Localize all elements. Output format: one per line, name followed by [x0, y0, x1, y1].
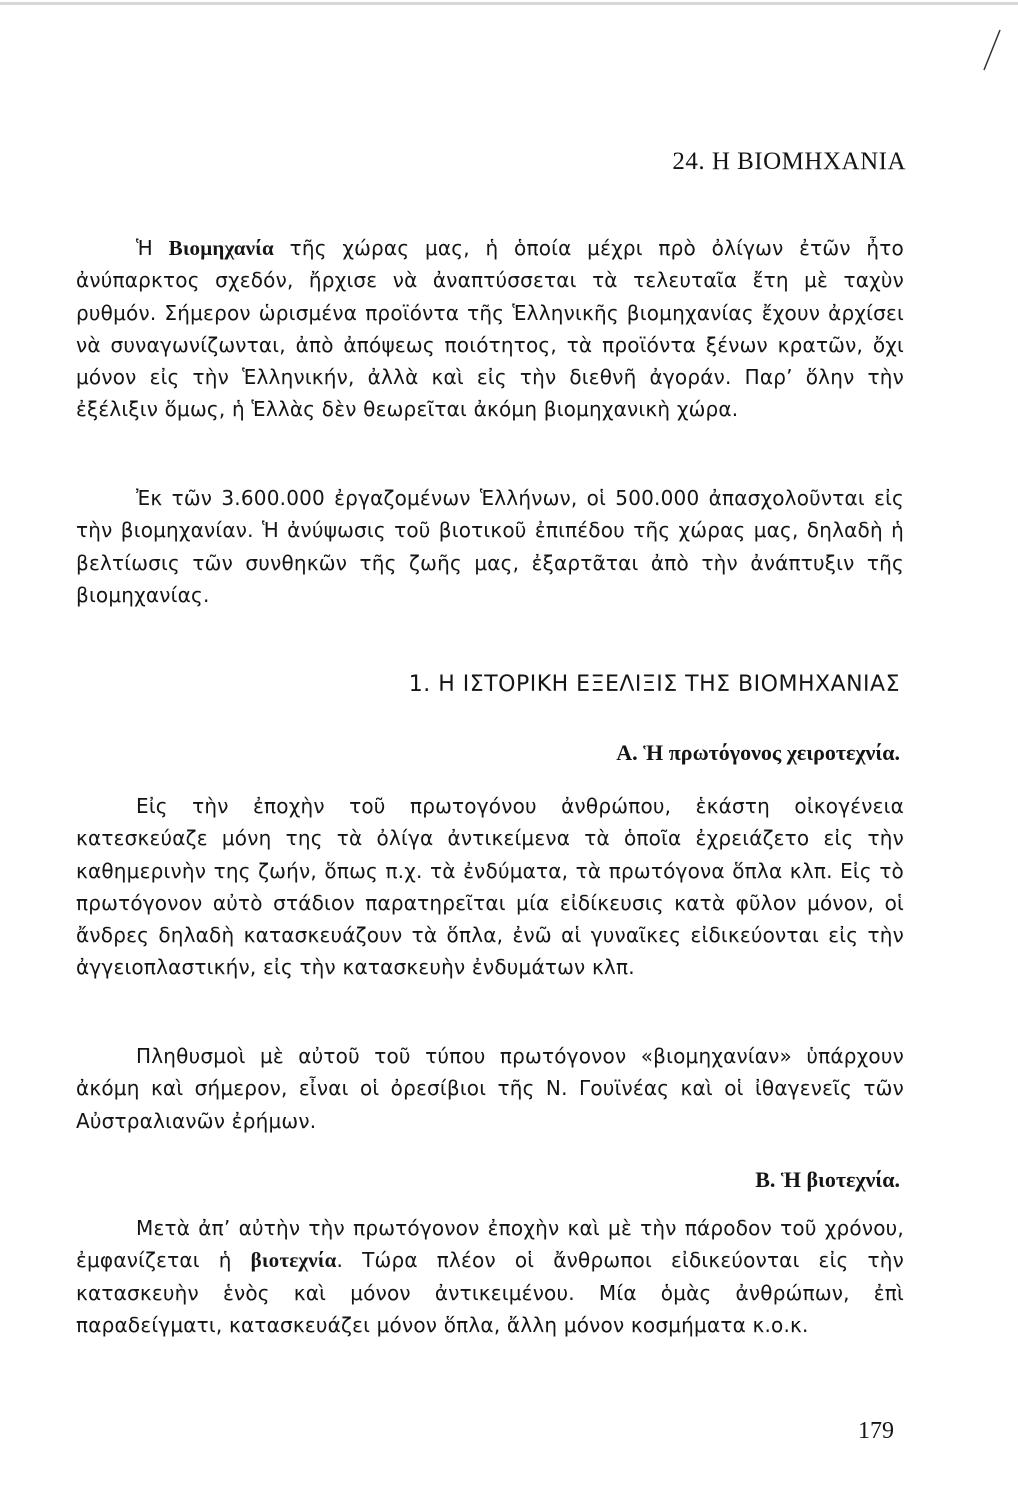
- intro-prefix: Ἡ: [136, 236, 169, 260]
- subsection-b-paragraph-1: [76, 1212, 904, 1341]
- pencil-mark-icon: [980, 28, 1004, 74]
- intro-paragraph-1: [76, 232, 904, 426]
- subsection-a-heading: Α. Ἡ πρωτόγονος χειροτεχνία.: [616, 740, 900, 765]
- page-number: 179: [858, 1418, 894, 1444]
- subsection-b-heading: Β. Ἡ βιοτεχνία.: [755, 1167, 900, 1192]
- subsection-a-paragraph-2: Πληθυσμοὶ μὲ αὐτοῦ τοῦ τύπου πρωτόγονον «βιομηχανίαν» ὑπάρχουν ἀκόμη καὶ σήμερον, εἶναι οἱ ὀρεσίβιοι τῆς Ν. Γουϊνέας καὶ οἱ ἰθαγενεῖς τῶν Αὐστραλιανῶν ἐρήμων.: [76, 1044, 904, 1133]
- subsection-b-text-start: Μετὰ ἀπ’ αὐτὴν τὴν πρωτόγονον ἐποχὴν καὶ μὲ τὴν πάροδον τοῦ χρόνου, ἐμφανίζεται ἡ: [76, 1216, 904, 1273]
- section-heading: 1. Η ΙΣΤΟΡΙΚΗ ΕΞΕΛΙΞΙΣ ΤΗΣ ΒΙΟΜΗΧΑΝΙΑΣ: [408, 672, 900, 697]
- intro-paragraph-1-text: τῆς χώρας μας, ἡ ὁποία μέχρι πρὸ ὀλίγων ἐτῶν ἦτο ἀνύπαρκτος σχεδόν, ἤρχισε νὰ ἀναπτύσσεται τὰ τελευταῖα ἔτη μὲ ταχὺν ρυθμόν. Σήμερον ὡρισμένα προϊόντα τῆς Ἑλληνικῆς βιομηχανίας ἔχουν ἀρχίσει νὰ συναγωνίζωνται, ἀπὸ ἀπόψεως ποιότητος, τὰ προϊόντα ξένων κρατῶν, ὄχι μόνον εἰς τὴν Ἑλληνικήν, ἀλλὰ καὶ εἰς τὴν διεθνῆ ἀγοράν. Παρ’ ὅλην τὴν ἐξέλιξιν ὅμως, ἡ Ἑλλὰς δὲν θεωρεῖται ἀκόμη βιομηχανικὴ χώρα.: [76, 236, 904, 422]
- page-top-edge: [0, 2, 1018, 5]
- subsection-a-paragraph-1: Εἰς τὴν ἐποχὴν τοῦ πρωτογόνου ἀνθρώπου, ἑκάστη οἰκογένεια κατεσκεύαζε μόνη της τὰ ὀλίγα ἀντικείμενα τὰ ὁποῖα ἐχρειάζετο εἰς τὴν καθημερινὴν της ζωήν, ὅπως π.χ. τὰ ἐνδύματα, τὰ πρωτόγονα ὅπλα κλπ. Εἰς τὸ πρωτόγονον αὐτὸ στάδιον παρατηρεῖται μία εἰδίκευσις κατὰ φῦλον μόνον, οἱ ἄνδρες δηλαδὴ κατασκευάζουν τὰ ὅπλα, ἐνῶ αἱ γυναῖκες εἰδικεύονται εἰς τὴν ἀγγειοπλαστικήν, εἰς τὴν κατασκευὴν ἐνδυμάτων κλπ.: [76, 794, 904, 980]
- chapter-title: 24. Η ΒΙΟΜΗΧΑΝΙΑ: [672, 148, 906, 175]
- subsection-b-bold-term: βιοτεχνία: [250, 1248, 337, 1273]
- intro-lead-term: Βιομηχανία: [168, 236, 274, 260]
- subsection-b-text-end: . Τώρα πλέον οἱ ἄνθρωποι εἰδικεύονται εἰς τὴν κατασκευὴν ἑνὸς καὶ μόνον ἀντικειμένου. Μία ὁμὰς ἀνθρώπων, ἐπὶ παραδείγματι, κατασκευάζει μόνον ὅπλα, ἄλλη μόνον κοσμήματα κ.ο.κ.: [76, 1248, 904, 1337]
- intro-paragraph-2: Ἐκ τῶν 3.600.000 ἐργαζομένων Ἑλλήνων, οἱ 500.000 ἀπασχολοῦνται εἰς τὴν βιομηχανίαν. Ἡ ἀνύψωσις τοῦ βιοτικοῦ ἐπιπέδου τῆς χώρας μας, δηλαδὴ ἡ βελτίωσις τῶν συνθηκῶν τῆς ζωῆς μας, ἐξαρτᾶται ἀπὸ τὴν ἀνάπτυξιν τῆς βιομηχανίας.: [76, 486, 904, 607]
